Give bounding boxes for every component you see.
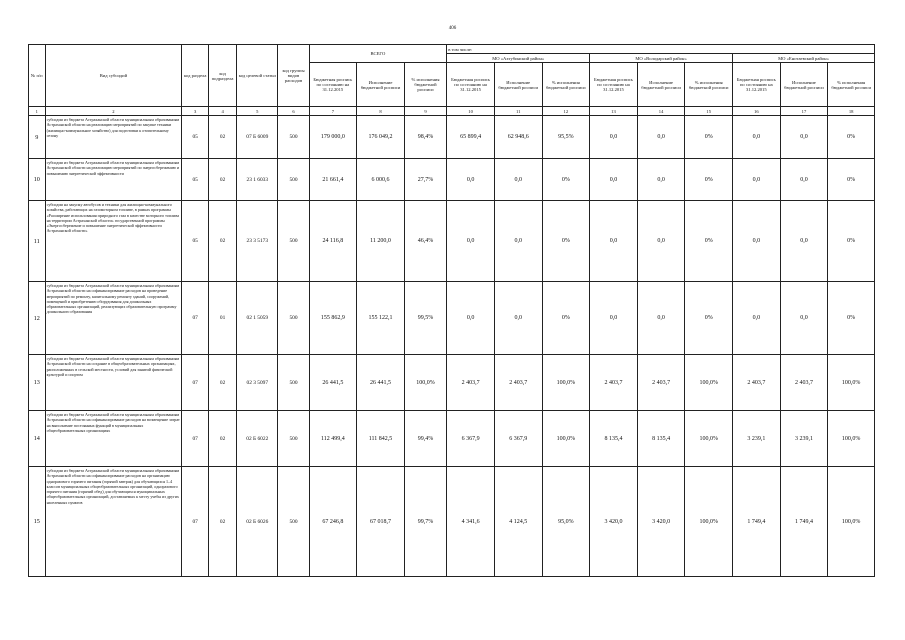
row-number: 15 [29, 467, 46, 577]
subsection-code: 02 [209, 159, 237, 201]
muni-2-pct-cell: 100,0% [685, 467, 733, 577]
muni-1-planned-cell: 4 341,6 [447, 467, 495, 577]
muni-1-executed-cell: 2 403,7 [494, 355, 542, 411]
muni-1-executed-cell: 0,0 [494, 282, 542, 355]
table-row [29, 411, 875, 467]
header-muni-1: МО «Ахтубинский район» [447, 54, 590, 63]
row-number: 9 [29, 116, 46, 159]
expense-group-code: 500 [278, 201, 309, 282]
section-code: 07 [182, 411, 209, 467]
expense-group-code: 500 [278, 116, 309, 159]
expense-group-code: 500 [278, 411, 309, 467]
muni-1-pct-cell: 95,5% [542, 116, 590, 159]
muni-1-executed-cell: 0,0 [494, 201, 542, 282]
total-pct-cell: 46,4% [404, 201, 446, 282]
header-m2-executed: Исполнение бюджетной росписи [637, 63, 685, 107]
subsection-code: 02 [209, 116, 237, 159]
muni-2-planned-cell: 2 403,7 [590, 355, 638, 411]
muni-3-pct-cell: 100,0% [828, 411, 875, 467]
header-col-num: № п/п [29, 45, 46, 107]
header-total-planned: Бюджетная роспись по состоянию на 31.12.2015 [309, 63, 357, 107]
table-row [29, 159, 875, 201]
section-code: 05 [182, 159, 209, 201]
expense-group-code: 500 [278, 282, 309, 355]
header-muni-2: МО «Володарский район» [590, 54, 733, 63]
muni-2-pct-cell: 0% [685, 201, 733, 282]
total-planned-cell: 26 441,5 [309, 355, 357, 411]
muni-3-planned-cell: 3 239,1 [733, 411, 781, 467]
header-m3-planned: Бюджетная роспись по состоянию на 31.12.2015 [733, 63, 781, 107]
article-code: 23 3 5173 [237, 201, 278, 282]
column-number: 10 [447, 107, 495, 116]
header-col-expense-group: код группы видов расходов [278, 45, 309, 107]
muni-3-planned-cell: 0,0 [733, 201, 781, 282]
section-code: 07 [182, 355, 209, 411]
column-number: 5 [237, 107, 278, 116]
subsidy-name: субсидии из бюджета Астраханской области муниципальным образованиям Астраханской области на софинансирование расходов на организацию одноразового горячего питания (горячий завтрак) для обучающихся 1–4 классов муниципальных общеобразовательных организаций, одноразового горячего питания (горячий обед) для обучающихся муниципальных общеобразовательных организаций, доставляемых к месту учебы из других населенных пунктов [45, 467, 182, 577]
muni-1-executed-cell: 0,0 [494, 159, 542, 201]
column-number: 6 [278, 107, 309, 116]
muni-3-planned-cell: 0,0 [733, 116, 781, 159]
subsidy-name: субсидии из бюджета Астраханской области муниципальным образованиям Астраханской области на создание в общеобразовательных организациях, расположенных в сельской местности, условий для занятий физической культурой и спортом [45, 355, 182, 411]
muni-1-planned-cell: 0,0 [447, 159, 495, 201]
muni-2-pct-cell: 100,0% [685, 411, 733, 467]
muni-3-executed-cell: 1 749,4 [780, 467, 828, 577]
header-group-including: в том числе: [447, 45, 875, 54]
muni-1-pct-cell: 95,0% [542, 467, 590, 577]
muni-1-pct-cell: 0% [542, 282, 590, 355]
muni-2-planned-cell: 8 135,4 [590, 411, 638, 467]
muni-3-pct-cell: 0% [828, 201, 875, 282]
muni-3-pct-cell: 0% [828, 282, 875, 355]
row-number: 11 [29, 201, 46, 282]
muni-2-planned-cell: 0,0 [590, 159, 638, 201]
subsection-code: 02 [209, 201, 237, 282]
muni-2-executed-cell: 3 420,0 [637, 467, 685, 577]
total-pct-cell: 99,5% [404, 282, 446, 355]
table-row [29, 201, 875, 282]
header-m1-pct: % исполнения бюджетной росписи [542, 63, 590, 107]
table-row [29, 116, 875, 159]
subsection-code: 02 [209, 355, 237, 411]
header-group-total: ВСЕГО [309, 45, 447, 63]
column-number: 15 [685, 107, 733, 116]
muni-3-pct-cell: 100,0% [828, 355, 875, 411]
muni-2-pct-cell: 100,0% [685, 355, 733, 411]
total-executed-cell: 155 122,1 [357, 282, 405, 355]
table-row [29, 355, 875, 411]
total-executed-cell: 176 049,2 [357, 116, 405, 159]
header-total-executed: Исполнение бюджетной росписи [357, 63, 405, 107]
muni-1-executed-cell: 4 124,5 [494, 467, 542, 577]
section-code: 07 [182, 282, 209, 355]
article-code: 02 1 5059 [237, 282, 278, 355]
header-m3-pct: % исполнения бюджетной росписи [828, 63, 875, 107]
muni-2-executed-cell: 0,0 [637, 201, 685, 282]
header-col-type: Вид субсидий [45, 45, 182, 107]
table-row [29, 467, 875, 577]
muni-2-executed-cell: 0,0 [637, 282, 685, 355]
muni-1-planned-cell: 2 403,7 [447, 355, 495, 411]
muni-1-planned-cell: 0,0 [447, 282, 495, 355]
column-number: 2 [45, 107, 182, 116]
total-pct-cell: 27,7% [404, 159, 446, 201]
muni-3-planned-cell: 1 749,4 [733, 467, 781, 577]
column-number: 18 [828, 107, 875, 116]
total-pct-cell: 100,0% [404, 355, 446, 411]
muni-2-pct-cell: 0% [685, 159, 733, 201]
muni-2-planned-cell: 0,0 [590, 201, 638, 282]
header-m2-planned: Бюджетная роспись по состоянию на 31.12.2015 [590, 63, 638, 107]
table-body [29, 116, 875, 577]
expense-group-code: 500 [278, 159, 309, 201]
total-planned-cell: 179 000,0 [309, 116, 357, 159]
muni-1-pct-cell: 0% [542, 159, 590, 201]
row-number: 12 [29, 282, 46, 355]
total-pct-cell: 99,7% [404, 467, 446, 577]
article-code: 02 Б 6022 [237, 411, 278, 467]
article-code: 23 1 6033 [237, 159, 278, 201]
row-number: 13 [29, 355, 46, 411]
table-header [29, 45, 875, 116]
total-planned-cell: 112 499,4 [309, 411, 357, 467]
total-executed-cell: 111 842,5 [357, 411, 405, 467]
muni-1-pct-cell: 0% [542, 201, 590, 282]
muni-2-planned-cell: 0,0 [590, 116, 638, 159]
subsection-code: 02 [209, 467, 237, 577]
expense-group-code: 500 [278, 467, 309, 577]
subsection-code: 01 [209, 282, 237, 355]
muni-3-pct-cell: 0% [828, 159, 875, 201]
section-code: 05 [182, 201, 209, 282]
page-number: 406 [448, 26, 457, 31]
column-number: 8 [357, 107, 405, 116]
muni-3-executed-cell: 0,0 [780, 201, 828, 282]
header-col-subsection: код подраздела [209, 45, 237, 107]
subsidy-name: субсидии из бюджета Астраханской области муниципальным образованиям Астраханской области на софинансирование расходов на возмещение затрат на выполнение постоянных функций в муниципальных общеобразовательных организациях [45, 411, 182, 467]
column-number: 7 [309, 107, 357, 116]
column-number: 12 [542, 107, 590, 116]
muni-3-executed-cell: 0,0 [780, 282, 828, 355]
muni-1-executed-cell: 6 367,9 [494, 411, 542, 467]
subsidy-name: субсидии из бюджета Астраханской области муниципальным образованиям Астраханской области на реализацию мероприятий по закупке техники (жилищно-коммунальное хозяйство) для подготовки к отопительному сезону [45, 116, 182, 159]
muni-3-executed-cell: 0,0 [780, 116, 828, 159]
muni-1-pct-cell: 100,0% [542, 411, 590, 467]
total-planned-cell: 155 862,9 [309, 282, 357, 355]
column-number: 11 [494, 107, 542, 116]
total-executed-cell: 67 018,7 [357, 467, 405, 577]
header-m3-executed: Исполнение бюджетной росписи [780, 63, 828, 107]
muni-3-executed-cell: 0,0 [780, 159, 828, 201]
row-number: 10 [29, 159, 46, 201]
expense-group-code: 500 [278, 355, 309, 411]
muni-2-executed-cell: 0,0 [637, 116, 685, 159]
header-m1-planned: Бюджетная роспись по состоянию на 31.12.2015 [447, 63, 495, 107]
muni-2-planned-cell: 0,0 [590, 282, 638, 355]
subsidy-name: субсидии из бюджета Астраханской области муниципальным образованиям Астраханской области на софинансирование расходов на проведение мероприятий по ремонту, капитальному ремонту зданий, сооружений, помещений и приобретению оборудования для дошкольных образовательных организаций, реализующих образовательную программу дошкольного образования [45, 282, 182, 355]
column-number: 4 [209, 107, 237, 116]
muni-3-planned-cell: 2 403,7 [733, 355, 781, 411]
header-m2-pct: % исполнения бюджетной росписи [685, 63, 733, 107]
column-number: 1 [29, 107, 46, 116]
row-number: 14 [29, 411, 46, 467]
total-pct-cell: 98,4% [404, 116, 446, 159]
article-code: 07 Б 6009 [237, 116, 278, 159]
muni-1-planned-cell: 6 367,9 [447, 411, 495, 467]
muni-2-executed-cell: 8 135,4 [637, 411, 685, 467]
total-pct-cell: 99,4% [404, 411, 446, 467]
muni-3-pct-cell: 0% [828, 116, 875, 159]
table-row [29, 282, 875, 355]
column-number: 9 [404, 107, 446, 116]
section-code: 07 [182, 467, 209, 577]
muni-3-executed-cell: 2 403,7 [780, 355, 828, 411]
muni-2-pct-cell: 0% [685, 282, 733, 355]
total-planned-cell: 21 661,4 [309, 159, 357, 201]
header-col-article: код целевой статьи [237, 45, 278, 107]
article-code: 02 3 5097 [237, 355, 278, 411]
total-executed-cell: 11 200,0 [357, 201, 405, 282]
column-number: 16 [733, 107, 781, 116]
subsidies-table [28, 44, 875, 577]
total-planned-cell: 24 116,8 [309, 201, 357, 282]
total-executed-cell: 26 441,5 [357, 355, 405, 411]
column-number: 3 [182, 107, 209, 116]
section-code: 05 [182, 116, 209, 159]
subsidy-name: субсидии на закупку автобусов и техники для жилищно-коммунального хозяйства, работающих на газомоторном топливе, в рамках программы «Расширение использования природного газа в качестве моторного топлива на территории Астраханской области» государственной программы «Энергосбережение и повышение энергетической эффективности Астраханской области» [45, 201, 182, 282]
muni-2-executed-cell: 2 403,7 [637, 355, 685, 411]
header-muni-3: МО «Енотаевский район» [733, 54, 875, 63]
muni-1-planned-cell: 0,0 [447, 201, 495, 282]
muni-2-pct-cell: 0% [685, 116, 733, 159]
header-m1-executed: Исполнение бюджетной росписи [494, 63, 542, 107]
muni-2-executed-cell: 0,0 [637, 159, 685, 201]
total-planned-cell: 67 246,8 [309, 467, 357, 577]
subsidy-name: субсидии из бюджета Астраханской области муниципальным образованиям Астраханской области на реализацию мероприятий по энергосбережению и повышению энергетической эффективности [45, 159, 182, 201]
header-col-section: код раздела [182, 45, 209, 107]
article-code: 02 Б 6026 [237, 467, 278, 577]
header-total-pct: % исполнения бюджетной росписи [404, 63, 446, 107]
column-number: 14 [637, 107, 685, 116]
subsection-code: 02 [209, 411, 237, 467]
total-executed-cell: 6 000,6 [357, 159, 405, 201]
muni-3-planned-cell: 0,0 [733, 159, 781, 201]
muni-3-pct-cell: 100,0% [828, 467, 875, 577]
muni-1-pct-cell: 100,0% [542, 355, 590, 411]
muni-2-planned-cell: 3 420,0 [590, 467, 638, 577]
muni-1-planned-cell: 65 899,4 [447, 116, 495, 159]
column-numbers-row [29, 107, 875, 116]
column-number: 13 [590, 107, 638, 116]
muni-3-executed-cell: 3 239,1 [780, 411, 828, 467]
column-number: 17 [780, 107, 828, 116]
muni-1-executed-cell: 62 948,6 [494, 116, 542, 159]
muni-3-planned-cell: 0,0 [733, 282, 781, 355]
